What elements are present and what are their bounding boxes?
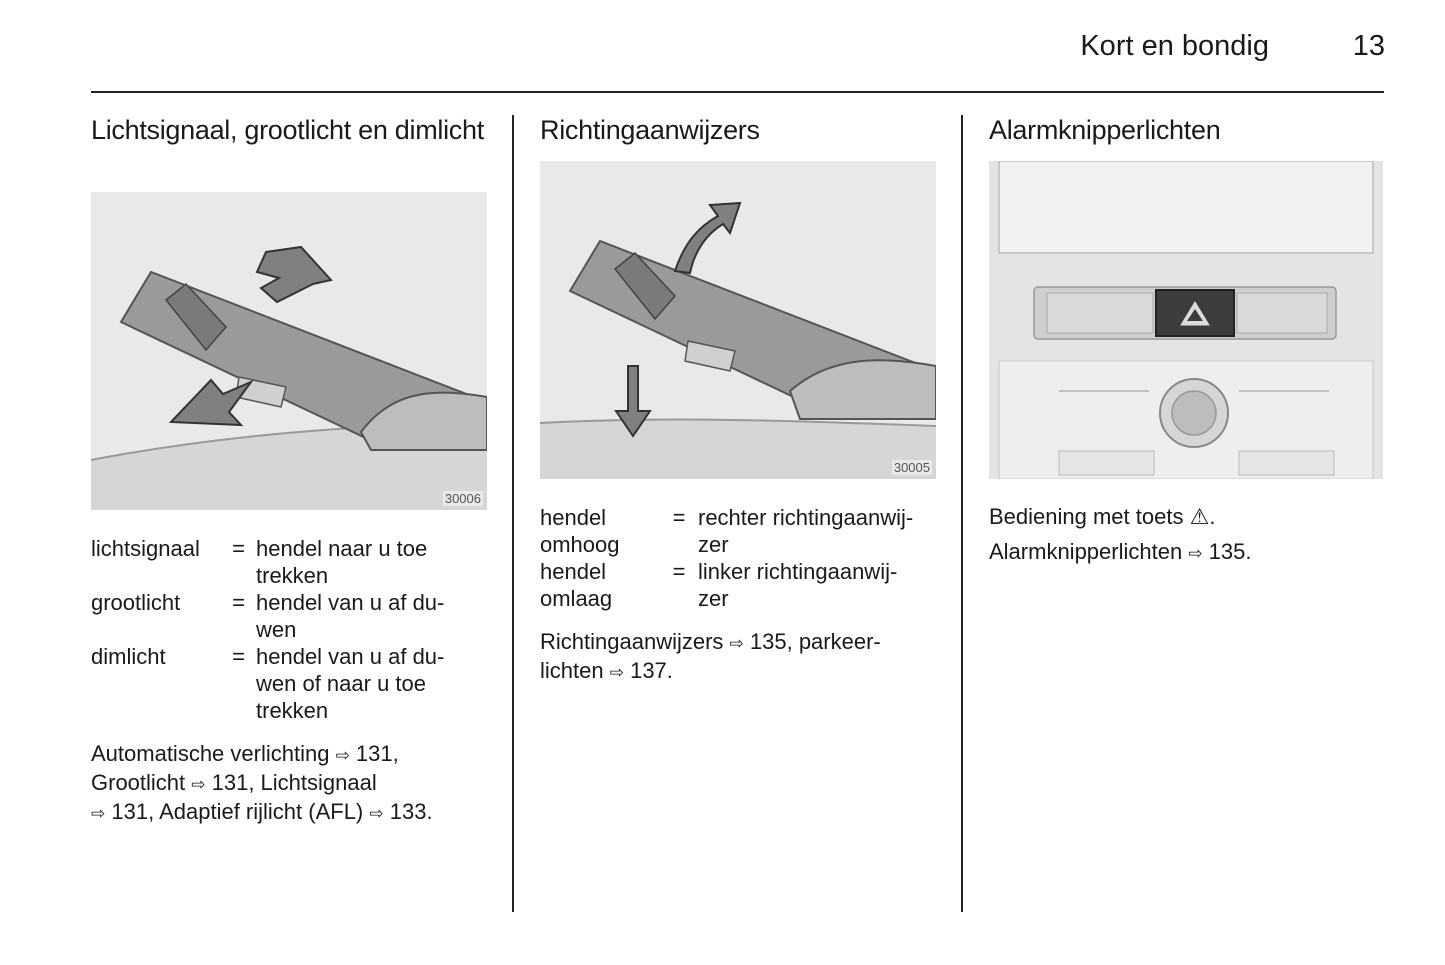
- definition-line: rechter richtingaanwij-: [698, 505, 914, 530]
- turn-signal-lever-illustration: [540, 161, 936, 479]
- headlight-lever-illustration: [91, 192, 487, 510]
- definition-term: dimlicht: [91, 644, 166, 669]
- definition-line: wen: [256, 617, 297, 642]
- definition-text: [256, 589, 491, 643]
- definition-text: [256, 643, 491, 724]
- definition-equals: =: [232, 590, 245, 615]
- section-heading: Richtingaanwijzers: [540, 115, 760, 145]
- section-heading: Lichtsignaal, grootlicht en dimlicht: [91, 115, 484, 145]
- cross-references: Richtingaanwijzers ⇨ 135, parkeer- lichten ⇨ 137.: [540, 628, 940, 686]
- definition-text: [256, 535, 491, 589]
- figure-label: 30006: [444, 491, 481, 506]
- definition-row: [91, 535, 491, 589]
- page-ref-icon: ⇨: [729, 634, 744, 653]
- header-rule: [91, 91, 1384, 93]
- definition-term: hendel omhoog: [540, 505, 620, 557]
- definition-text: [698, 558, 940, 612]
- dashboard-panel-illustration: [989, 161, 1383, 479]
- definition-list: [540, 504, 940, 612]
- page-ref-icon: ⇨: [335, 746, 350, 765]
- definition-equals: =: [672, 559, 686, 584]
- definition-line: linker richtingaanwij-: [698, 559, 898, 584]
- page-ref-icon: ⇨: [369, 804, 384, 823]
- hazard-triangle-icon: ⚠: [1189, 504, 1210, 529]
- definition-line: zer: [698, 586, 729, 611]
- definition-line: hendel van u af du-: [256, 644, 445, 669]
- figure-hazard-switch-panel: [989, 161, 1383, 479]
- page-ref-icon: ⇨: [191, 775, 206, 794]
- definition-line: hendel van u af du-: [256, 590, 445, 615]
- definition-line: trekken: [256, 698, 329, 723]
- definition-equals: =: [232, 644, 245, 669]
- definition-line: zer: [698, 532, 729, 557]
- section-heading: Alarmknipperlichten: [989, 115, 1221, 145]
- section-hazard-lights: [989, 115, 1384, 146]
- definition-list: [91, 535, 491, 724]
- hazard-description: Bediening met toets ⚠. Alarmknipperlichten ⇨ 135.: [989, 499, 1384, 571]
- section-turn-signals: [540, 115, 940, 146]
- definition-term: hendel omlaag: [540, 559, 613, 611]
- figure-turn-signal-lever: [540, 161, 936, 479]
- definition-row: [91, 643, 491, 724]
- page-number: 13: [1352, 30, 1385, 62]
- definition-line: trekken: [256, 563, 329, 588]
- column-divider-2: [961, 115, 963, 912]
- definition-term: grootlicht: [91, 590, 181, 615]
- definition-row: [540, 504, 940, 558]
- running-header-title: Kort en bondig: [1080, 30, 1269, 62]
- page-ref-icon: ⇨: [91, 804, 106, 823]
- definition-text: [698, 504, 940, 558]
- page-ref-icon: ⇨: [1188, 544, 1203, 563]
- definition-row: [91, 589, 491, 643]
- column-divider-1: [512, 115, 514, 912]
- page-ref-icon: ⇨: [609, 663, 624, 682]
- definition-term: lichtsignaal: [91, 536, 200, 561]
- figure-headlight-lever: [91, 192, 487, 510]
- definition-line: hendel naar u toe: [256, 536, 428, 561]
- figure-label: 30005: [893, 460, 930, 475]
- section-headlights: [91, 115, 491, 146]
- definition-equals: =: [672, 505, 686, 530]
- definition-line: wen of naar u toe: [256, 671, 427, 696]
- cross-references: Automatische verlichting ⇨ 131, Grootlicht ⇨ 131, Lichtsignaal ⇨ 131, Adaptief rijlicht (AFL) ⇨ 133.: [91, 740, 491, 827]
- definition-equals: =: [232, 536, 245, 561]
- definition-row: [540, 558, 940, 612]
